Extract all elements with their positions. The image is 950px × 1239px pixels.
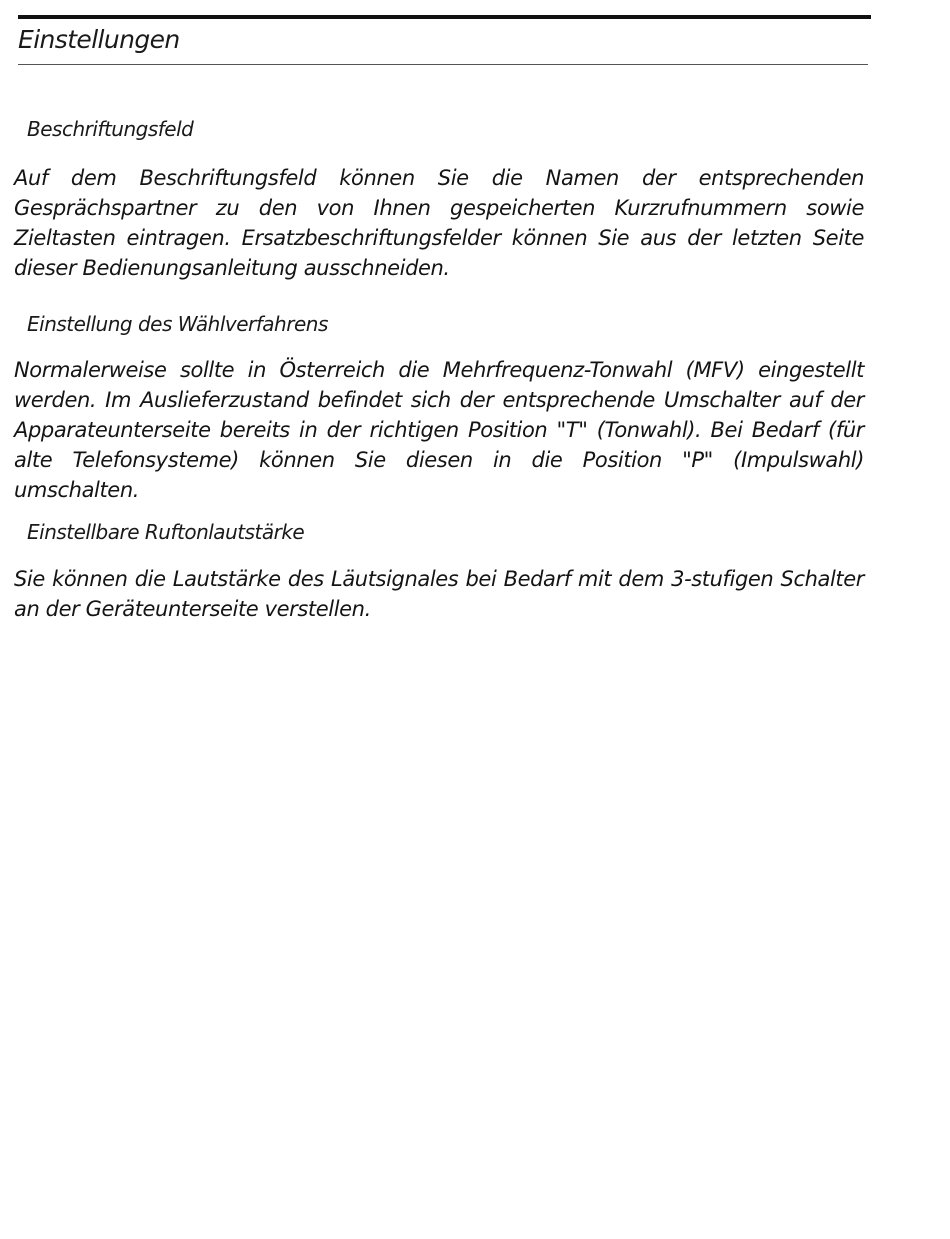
section-heading-ruftonlautstaerke: Einstellbare Ruftonlautstärke xyxy=(27,520,305,544)
section-body-waehlverfahren: Normalerweise sollte in Österreich die Mehrfrequenz-Tonwahl (MFV) eingestellt werden. Im Auslieferzustand befindet sich der entsprechende Umschalter auf der Apparateunterseite bereits in der richtigen Position "T" (Tonwahl). Bei Bedarf (für alte Telefonsysteme) können Sie diesen in die Position "P" (Impulswahl) umschalten. xyxy=(14,358,864,502)
section-body-ruftonlautstaerke: Sie können die Lautstärke des Läutsignales bei Bedarf mit dem 3-stufigen Schalter an der Geräteunterseite verstellen. xyxy=(14,567,864,621)
section-body-beschriftungsfeld: Auf dem Beschriftungsfeld können Sie die Namen der entsprechenden Gesprächspartner zu den von Ihnen gespeicherten Kurzrufnummern sowie Zieltasten eintragen. Ersatzbeschriftungsfelder können Sie aus der letzten Seite dieser Bedienungsanleitung ausschneiden. xyxy=(14,166,864,280)
section-heading-waehlverfahren: Einstellung des Wählverfahrens xyxy=(27,312,328,336)
top-rule xyxy=(18,15,871,19)
section-heading-beschriftungsfeld: Beschriftungsfeld xyxy=(27,117,194,141)
page-title: Einstellungen xyxy=(18,25,180,54)
title-underline xyxy=(18,64,868,65)
